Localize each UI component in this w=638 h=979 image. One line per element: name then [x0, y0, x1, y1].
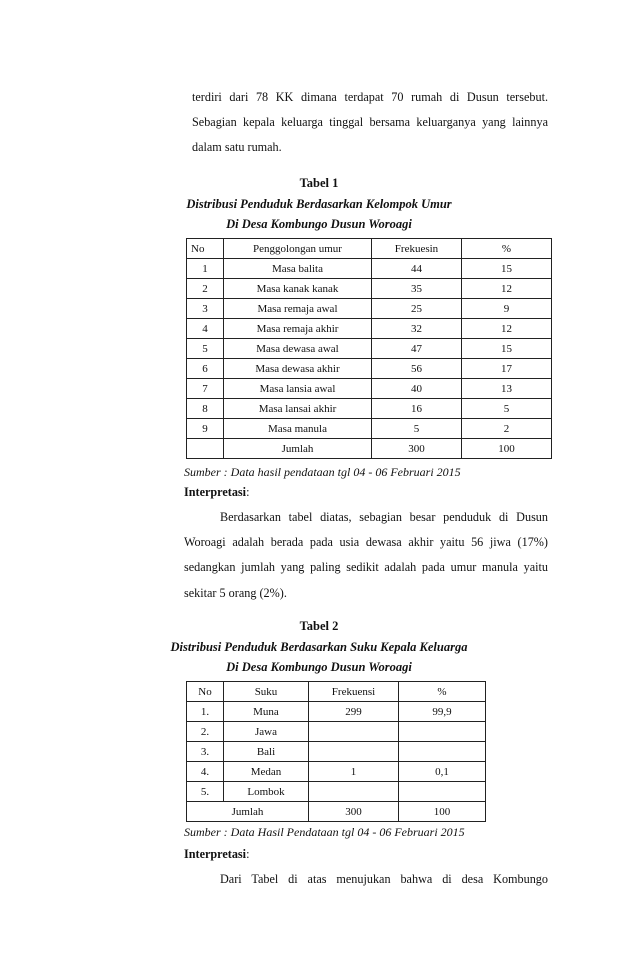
frequency: 40	[372, 379, 462, 399]
empty-cell	[187, 439, 224, 459]
row-number: 2.	[187, 722, 224, 742]
frequency: 16	[372, 399, 462, 419]
frequency: 5	[372, 419, 462, 439]
header-cell: Frekuensi	[309, 682, 399, 702]
frequency: 299	[309, 702, 399, 722]
percent: 5	[462, 399, 552, 419]
percent	[399, 782, 486, 802]
interpretation1-line-4: sekitar 5 orang (2%).	[184, 586, 287, 600]
frequency	[309, 742, 399, 762]
total-percent: 100	[462, 439, 552, 459]
table-row	[187, 339, 552, 359]
percent: 2	[462, 419, 552, 439]
age-group: Masa balita	[224, 259, 372, 279]
total-percent: 100	[399, 802, 486, 822]
total-frequency: 300	[309, 802, 399, 822]
percent: 17	[462, 359, 552, 379]
ethnicity: Bali	[224, 742, 309, 762]
row-number: 6	[187, 359, 224, 379]
percent: 0,1	[399, 762, 486, 782]
table2-subtitle: Di Desa Kombungo Dusun Woroagi	[226, 660, 412, 674]
interpretation-label: Interpretasi	[184, 847, 247, 861]
ethnicity: Lombok	[224, 782, 309, 802]
age-distribution-table	[186, 238, 552, 459]
table2-label: Tabel 2	[299, 619, 339, 633]
header-cell: Suku	[224, 682, 309, 702]
frequency	[309, 722, 399, 742]
frequency: 1	[309, 762, 399, 782]
table-row	[187, 299, 552, 319]
percent: 12	[462, 319, 552, 339]
table-total-row	[187, 439, 552, 459]
percent: 9	[462, 299, 552, 319]
ethnicity: Muna	[224, 702, 309, 722]
percent: 13	[462, 379, 552, 399]
ethnicity-distribution-table	[186, 681, 486, 822]
table1-subtitle: Di Desa Kombungo Dusun Woroagi	[226, 217, 412, 231]
frequency: 32	[372, 319, 462, 339]
row-number: 3	[187, 299, 224, 319]
table-row	[187, 419, 552, 439]
row-number: 9	[187, 419, 224, 439]
row-number: 8	[187, 399, 224, 419]
percent: 15	[462, 259, 552, 279]
table1-title: Distribusi Penduduk Berdasarkan Kelompok Umur	[186, 197, 452, 211]
age-group: Masa lansai akhir	[224, 399, 372, 419]
table-row	[187, 279, 552, 299]
age-group: Masa remaja awal	[224, 299, 372, 319]
interpretation1-line-2: Woroagi adalah berada pada usia dewasa akhir yaitu 56 jiwa (17%)	[184, 535, 548, 549]
interpretation1-line-1: Berdasarkan tabel diatas, sebagian besar penduduk di Dusun	[220, 510, 548, 524]
row-number: 7	[187, 379, 224, 399]
row-number: 5	[187, 339, 224, 359]
frequency: 56	[372, 359, 462, 379]
table-row	[187, 259, 552, 279]
row-number: 3.	[187, 742, 224, 762]
intro-line-1: terdiri dari 78 KK dimana terdapat 70 rumah di Dusun tersebut.	[192, 90, 548, 104]
age-group: Masa manula	[224, 419, 372, 439]
percent	[399, 742, 486, 762]
table-row	[187, 762, 486, 782]
age-group: Masa remaja akhir	[224, 319, 372, 339]
total-label: Jumlah	[187, 802, 309, 822]
age-group: Masa dewasa akhir	[224, 359, 372, 379]
frequency: 44	[372, 259, 462, 279]
frequency	[309, 782, 399, 802]
interpretation-colon: :	[246, 847, 250, 861]
table1-source: Sumber : Data hasil pendataan tgl 04 - 06 Februari 2015	[184, 465, 461, 479]
row-number: 2	[187, 279, 224, 299]
table-row	[187, 742, 486, 762]
interpretation-colon: :	[246, 485, 250, 499]
table-row	[187, 702, 486, 722]
header-cell: %	[399, 682, 486, 702]
table-row	[187, 782, 486, 802]
percent	[399, 722, 486, 742]
row-number: 4.	[187, 762, 224, 782]
table2-title: Distribusi Penduduk Berdasarkan Suku Kepala Keluarga	[170, 640, 468, 654]
table-row	[187, 722, 486, 742]
header-cell: %	[462, 239, 552, 259]
percent: 15	[462, 339, 552, 359]
header-cell: Penggolongan umur	[224, 239, 372, 259]
ethnicity: Jawa	[224, 722, 309, 742]
row-number: 1	[187, 259, 224, 279]
table-row	[187, 379, 552, 399]
table2-source: Sumber : Data Hasil Pendataan tgl 04 - 06 Februari 2015	[184, 825, 465, 839]
total-label: Jumlah	[224, 439, 372, 459]
percent: 12	[462, 279, 552, 299]
row-number: 4	[187, 319, 224, 339]
percent: 99,9	[399, 702, 486, 722]
intro-line-2: Sebagian kepala keluarga tinggal bersama keluarganya yang lainnya	[192, 115, 548, 129]
interpretation-label: Interpretasi	[184, 485, 247, 499]
age-group: Masa dewasa awal	[224, 339, 372, 359]
interpretation1-heading	[184, 485, 249, 500]
table-row	[187, 359, 552, 379]
header-cell: No	[187, 239, 224, 259]
interpretation1-line-3: sedangkan jumlah yang paling sedikit adalah pada umur manula yaitu	[184, 560, 548, 574]
ethnicity: Medan	[224, 762, 309, 782]
intro-line-3: dalam satu rumah.	[192, 140, 282, 154]
age-group: Masa kanak kanak	[224, 279, 372, 299]
total-frequency: 300	[372, 439, 462, 459]
table1-label: Tabel 1	[299, 176, 339, 190]
table-header-row	[187, 682, 486, 702]
table-total-row	[187, 802, 486, 822]
row-number: 1.	[187, 702, 224, 722]
table-row	[187, 399, 552, 419]
frequency: 25	[372, 299, 462, 319]
header-cell: Frekuesin	[372, 239, 462, 259]
interpretation2-line-1: Dari Tabel di atas menujukan bahwa di desa Kombungo	[220, 872, 548, 886]
row-number: 5.	[187, 782, 224, 802]
interpretation2-heading	[184, 847, 249, 862]
frequency: 47	[372, 339, 462, 359]
header-cell: No	[187, 682, 224, 702]
table-row	[187, 319, 552, 339]
age-group: Masa lansia awal	[224, 379, 372, 399]
frequency: 35	[372, 279, 462, 299]
table-header-row	[187, 239, 552, 259]
